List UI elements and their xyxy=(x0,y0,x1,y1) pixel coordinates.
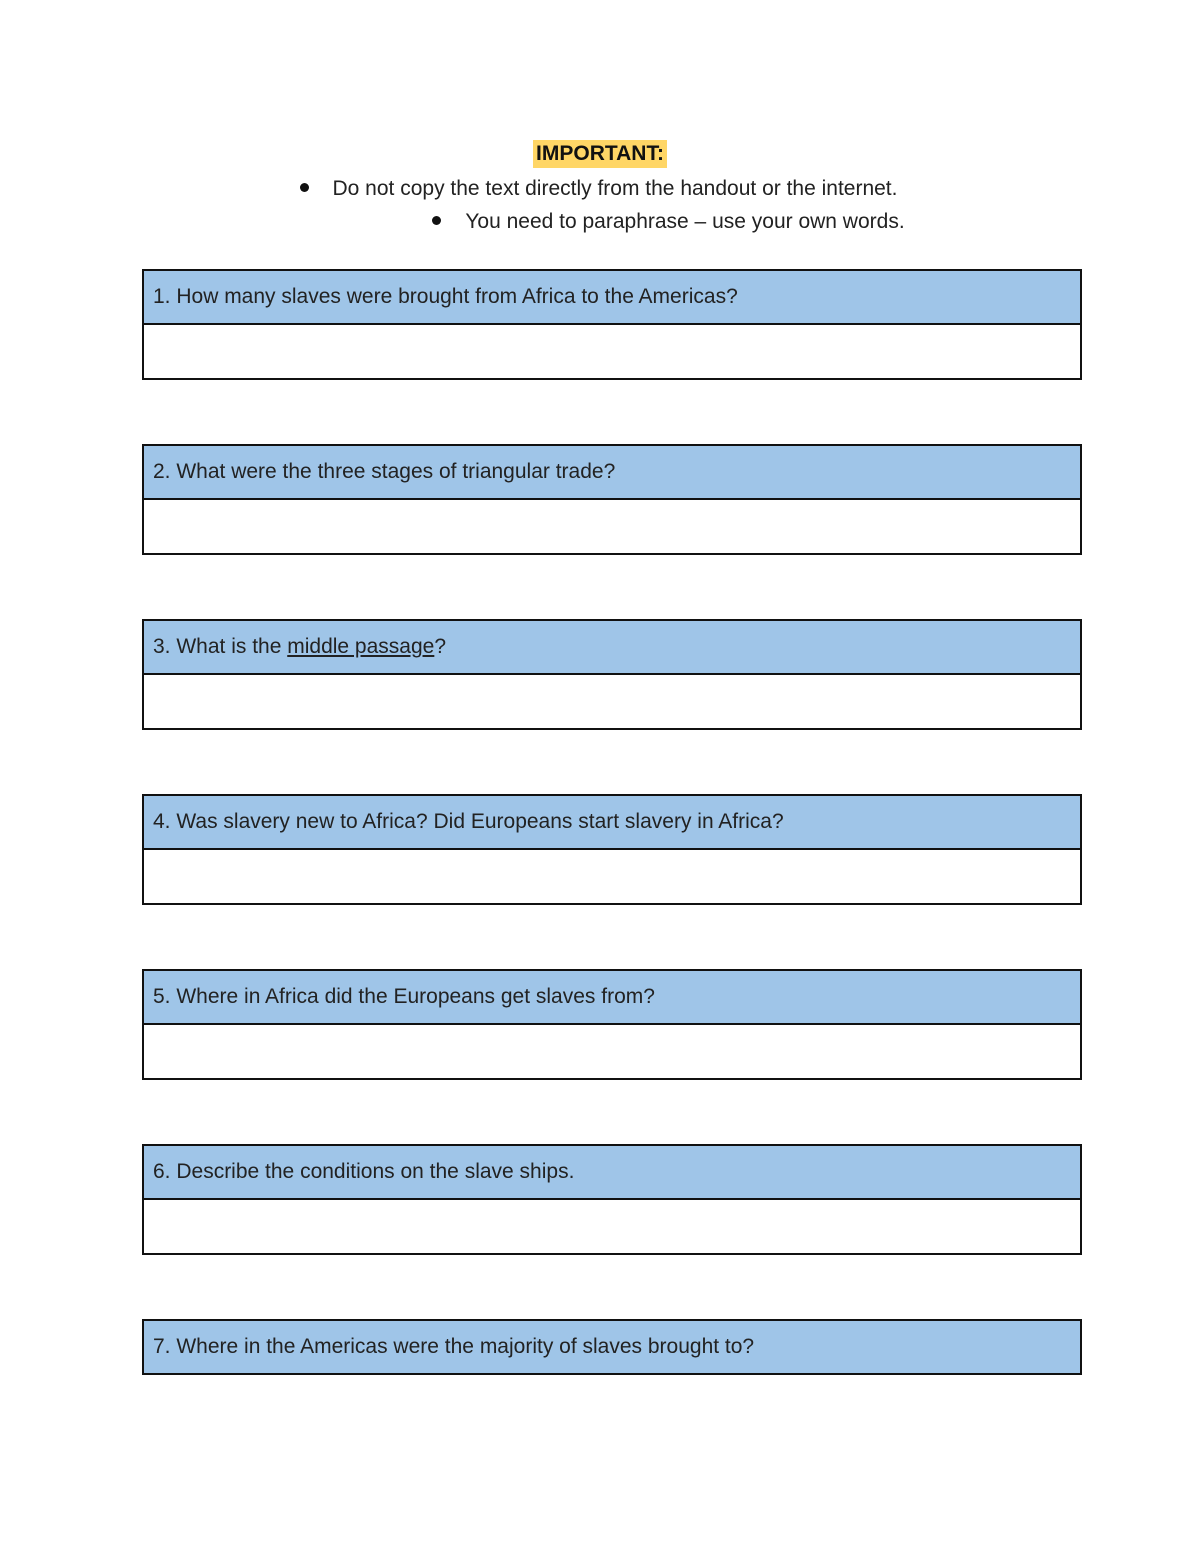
instruction-text: Do not copy the text directly from the handout or the internet. xyxy=(332,177,898,200)
question-5-text: 5. Where in Africa did the Europeans get slaves from? xyxy=(144,971,1080,1025)
instruction-text: You need to paraphrase – use your own words. xyxy=(465,210,905,233)
answer-3-field[interactable] xyxy=(144,675,1080,728)
bullet-icon xyxy=(432,216,441,225)
answer-1-field[interactable] xyxy=(144,325,1080,378)
middle-passage-term: middle passage xyxy=(287,635,435,658)
instruction-item xyxy=(0,172,1200,205)
answer-5-field[interactable] xyxy=(144,1025,1080,1078)
answer-4-field[interactable] xyxy=(144,850,1080,903)
question-1-box xyxy=(142,269,1082,380)
question-7-text: 7. Where in the Americas were the majority of slaves brought to? xyxy=(144,1321,1080,1373)
question-7-box xyxy=(142,1319,1082,1375)
instruction-item xyxy=(137,205,1200,238)
answer-2-field[interactable] xyxy=(144,500,1080,553)
question-3-prefix: 3. What is the xyxy=(153,635,288,658)
question-4-text: 4. Was slavery new to Africa? Did Europeans start slavery in Africa? xyxy=(144,796,1080,850)
question-2-text: 2. What were the three stages of triangular trade? xyxy=(144,446,1080,500)
important-label: IMPORTANT: xyxy=(533,140,667,168)
answer-6-field[interactable] xyxy=(144,1200,1080,1253)
question-6-text: 6. Describe the conditions on the slave ships. xyxy=(144,1146,1080,1200)
instruction-list xyxy=(0,172,1200,238)
question-3-text xyxy=(144,621,1080,675)
question-3-box xyxy=(142,619,1082,730)
question-6-box xyxy=(142,1144,1082,1255)
question-5-box xyxy=(142,969,1082,1080)
bullet-icon xyxy=(300,183,309,192)
question-3-suffix: ? xyxy=(434,635,447,658)
question-1-text: 1. How many slaves were brought from Africa to the Americas? xyxy=(144,271,1080,325)
instructions xyxy=(0,140,1200,238)
question-2-box xyxy=(142,444,1082,555)
question-4-box xyxy=(142,794,1082,905)
